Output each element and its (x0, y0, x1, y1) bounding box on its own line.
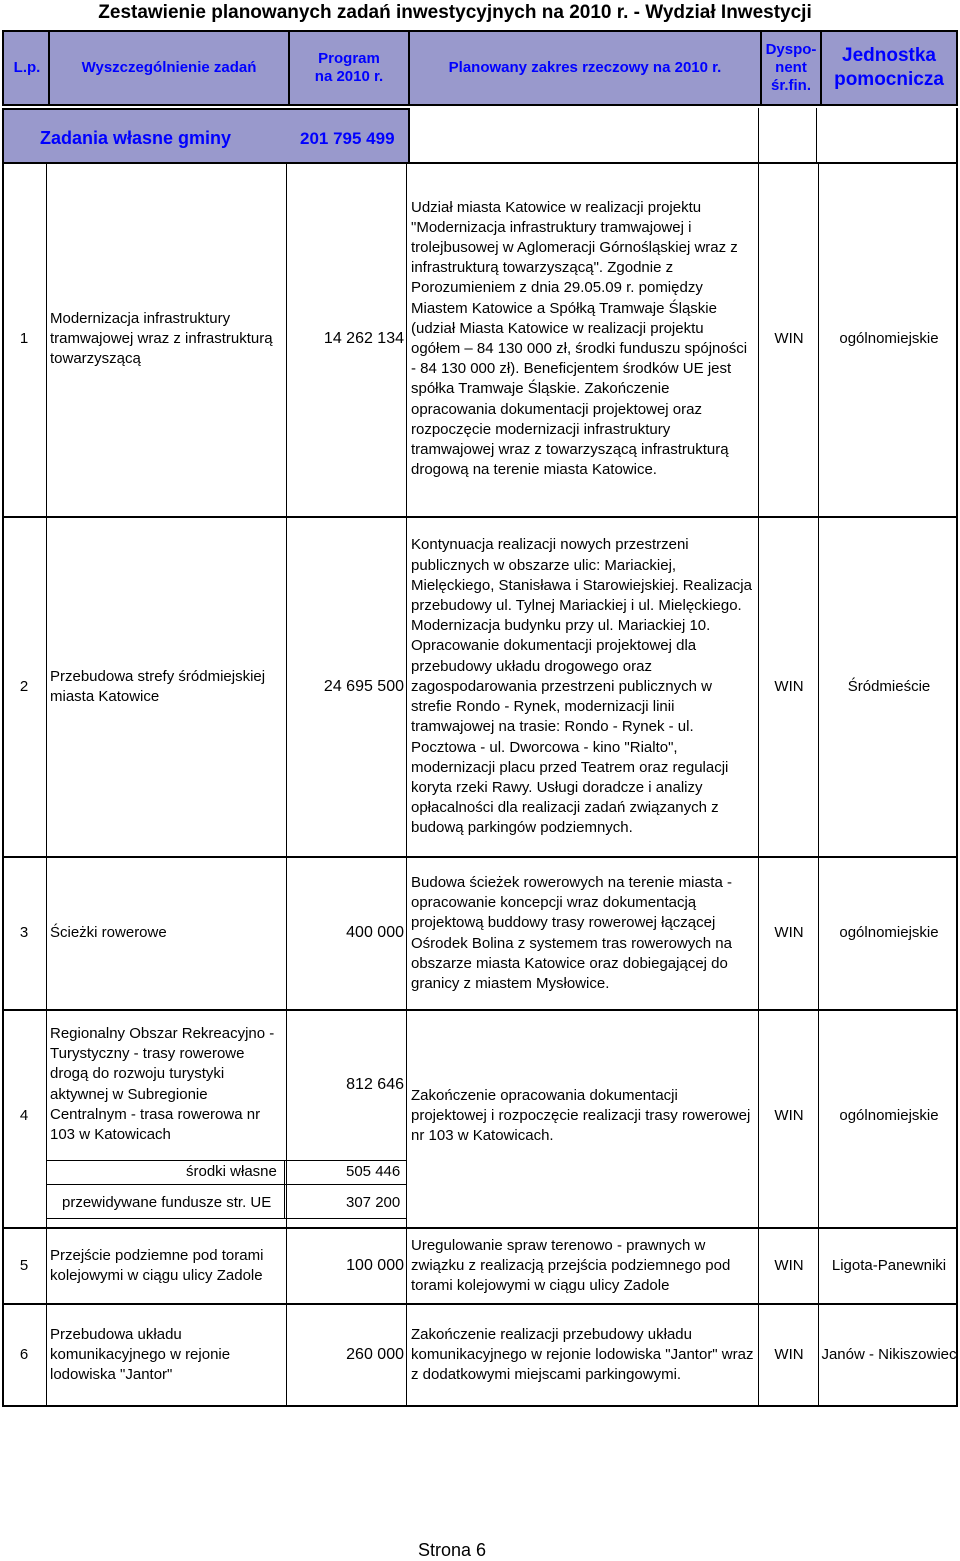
row-1-description: Udział miasta Katowice w realizacji projektu "Modernizacja infrastruktury tramwajowej i trolejbusowej w Aglomeracji Górnośląskiej wraz z infrastrukturą towarzyszącą". Zgodnie z Porozumieniem z dnia 29.05.09 r. pomiędzy Miastem Katowice a Spółką Tramwaje Śląskie (udział Miasta Katowice w realizacji projektu ogółem – 84 130 000 zł, środki funduszu spójności - 84 130 000 zł). Beneficjentem środków UE jest spółka Tramwaje Śląskie. Zakończenie opracowania dokumentacji projektowej oraz rozpoczęcie modernizacji infrastruktury tramwajowej wraz z towarzyszącą infrastrukturą drogową na terenie miasta Katowice. (411, 198, 748, 479)
header-unit-line1: Jednostka (842, 45, 936, 66)
row-5-name: Przejście podziemne pod torami kolejowymi w ciągu ulicy Zadole (50, 1246, 264, 1284)
row-4-number: 4 (19, 1106, 29, 1124)
row-1-unit: ogólnomiejskie (839, 329, 939, 347)
header-disp-line3: śr.fin. (770, 77, 811, 94)
header-disponent (762, 32, 820, 104)
header-unit-line2: pomocnicza (834, 69, 944, 90)
row-6-amount: 260 000 (346, 1345, 404, 1363)
document-title: Zestawienie planowanych zadań inwestycyjnych na 2010 r. - Wydział Inwestycji (98, 2, 812, 23)
section-amount: 201 795 499 (300, 129, 395, 148)
header-program-line1: Program (318, 50, 380, 67)
row-2-amount: 24 695 500 (323, 677, 404, 695)
row-6-description: Zakończenie realizacji przebudowy układu komunikacyjnego w rejonie lodowiska "Jantor" wraz z dodatkowymi miejscami parkingowymi. (411, 1325, 754, 1384)
header-lp: L.p. (13, 59, 41, 76)
row-3-unit: ogólnomiejskie (839, 924, 939, 942)
row-1-name: Modernizacja infrastruktury tramwajowej wraz z infrastrukturą towarzyszącą (50, 309, 273, 368)
row-2-number: 2 (19, 677, 29, 695)
row-1-number: 1 (19, 329, 29, 347)
row-4-description: Zakończenie opracowania dokumentacji projektowej i rozpoczęcie realizacji trasy rowerowej nr 103 w Katowicach. (411, 1086, 751, 1145)
row-2-name: Przebudowa strefy śródmiejskiej miasta Katowice (50, 667, 266, 705)
row-4-amount: 812 646 (346, 1075, 404, 1093)
header-disp-line2: nent (775, 59, 807, 76)
row-4-sub-own-amount: 505 446 (346, 1163, 401, 1180)
row-6-disponent: WIN (774, 1345, 804, 1363)
section-own-tasks (2, 108, 410, 164)
row-3-disponent: WIN (774, 924, 804, 942)
row-6-unit: Janów - Nikiszowiec (821, 1345, 957, 1363)
row-3-amount: 400 000 (346, 924, 404, 942)
header-disp-line1: Dyspo- (765, 41, 817, 58)
row-4-disponent: WIN (774, 1106, 804, 1124)
row-5-amount: 100 000 (346, 1256, 404, 1274)
row-1-amount: 14 262 134 (323, 329, 404, 347)
section-label: Zadania własne gminy (40, 128, 232, 148)
row-2-disponent: WIN (774, 677, 804, 695)
row-4-unit: ogólnomiejskie (839, 1106, 939, 1124)
row-4-name: Regionalny Obszar Rekreacyjno - Turystyczny - trasy rowerowe drogą do rozwoju turystyki aktywnej w Subregionie Centralnym - trasa rowerowa nr 103 w Katowicach (50, 1025, 275, 1144)
header-unit (822, 32, 956, 104)
row-4-sub-eu-label: przewidywane fundusze str. UE (62, 1194, 272, 1211)
row-5-number: 5 (19, 1256, 29, 1274)
row-5-description: Uregulowanie spraw terenowo - prawnych w związku z realizacją przejścia podziemnego pod torami kolejowymi w ciągu ulicy Zadole (411, 1236, 731, 1295)
row-3-description: Budowa ścieżek rowerowych na terenie miasta - opracowanie koncepcji wraz dokumentacją projektową buddowy trasy rowerowej łączącej Ośrodek Bolina z systemem tras rowerowych na obszarze miasta Katowice oraz dobiegającej do granicy z miastem Mysłowice. (411, 873, 732, 992)
row-3-name: Ścieżki rowerowe (50, 924, 167, 942)
row-2-unit: Śródmieście (847, 677, 931, 695)
row-6-name: Przebudowa układu komunikacyjnego w rejonie lodowiska "Jantor" (50, 1325, 231, 1384)
section-right-cells (408, 108, 958, 164)
page-number: Strona 6 (417, 1540, 487, 1560)
row-4-sub-eu-amount: 307 200 (346, 1194, 401, 1211)
row-1-disponent: WIN (774, 329, 804, 347)
header-program-line2: na 2010 r. (314, 68, 384, 85)
row-3-number: 3 (19, 924, 29, 942)
row-6-number: 6 (19, 1345, 29, 1363)
row-2-description: Kontynuacja realizacji nowych przestrzeni publicznych w obszarze ulic: Mariackiej, Mielęckiego, Stanisława i Starowiejskiej. Realizacja przebudowy ul. Tylnej Mariackiej i ul. Mielęckiego. Modernizacja budynku przy ul. Mariackiej 10. Opracowanie dokumentacji projektowej dla przebudowy układu drogowego oraz zagospodarowania przestrzeni publicznych w strefie Rondo - Rynek, modernizacji linii tramwajowej na trasie: Rondo - Rynek - ul. Pocztowa - ul. Dworcowa - kino "Rialto", modernizacji placu przed Teatrem oraz regulacji koryta rzeki Rawy. Usługi doradcze i analizy opłacalności dla realizacji zadań związanych z budową parkingów podziemnych. (411, 536, 752, 837)
header-scope: Planowany zakres rzeczowy na 2010 r. (448, 59, 722, 76)
row-5-unit: Ligota-Panewniki (831, 1256, 947, 1274)
table-header (2, 30, 958, 106)
row-4-sub-own-label: środki własne (186, 1163, 277, 1180)
header-name: Wyszczególnienie zadań (81, 59, 257, 76)
header-program (290, 32, 408, 104)
row-5-disponent: WIN (774, 1256, 804, 1274)
